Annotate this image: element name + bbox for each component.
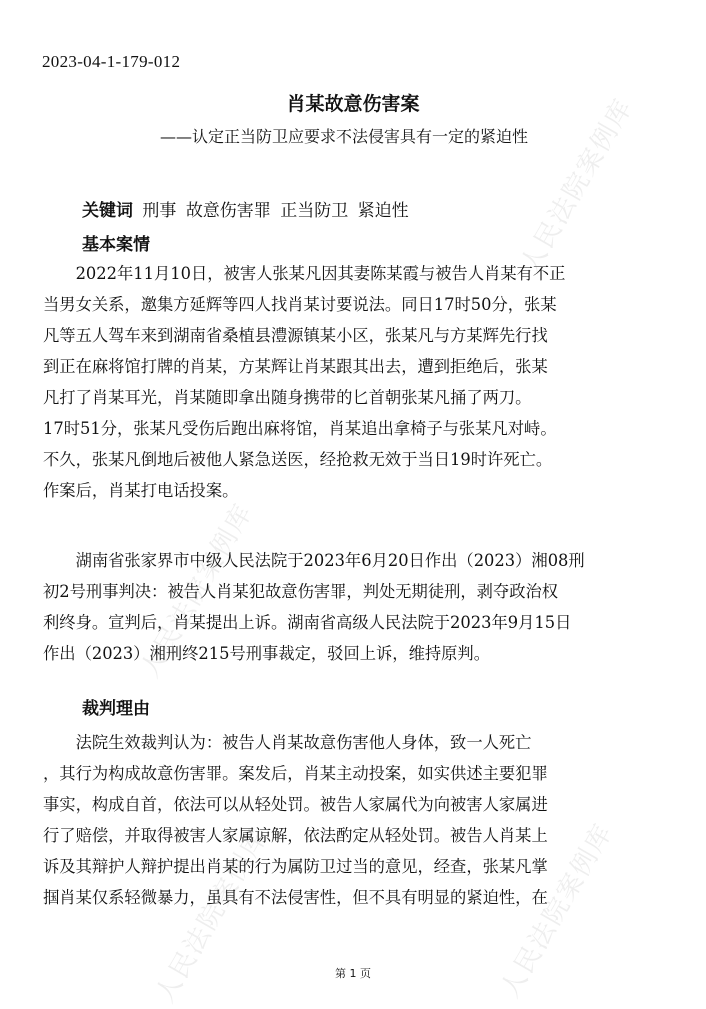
basic-facts-paragraph-1	[43, 258, 683, 506]
page-number: 第 1 页	[335, 967, 371, 980]
keyword: 紧迫性	[357, 201, 409, 221]
keyword: 正当防卫	[280, 201, 349, 221]
case-number: 2023-04-1-179-012	[42, 52, 181, 71]
text-line: 凡等五人驾车来到湖南省桑植县澧源镇某小区，张某凡与方某辉先行找	[43, 326, 548, 345]
text-line: 法院生效裁判认为：被告人肖某故意伤害他人身体，致一人死亡	[43, 733, 532, 752]
keyword: 刑事	[142, 201, 177, 221]
text-line: ，其行为构成故意伤害罪。案发后，肖某主动投案，如实供述主要犯罪	[43, 764, 548, 783]
section-heading-reasoning: 裁判理由	[82, 699, 150, 719]
text-line: 到正在麻将馆打牌的肖某，方某辉让肖某跟其出去，遭到拒绝后，张某	[43, 357, 548, 376]
text-line: 当男女关系，邀集方延辉等四人找肖某讨要说法。同日17时50分，张某	[43, 295, 557, 314]
text-line: 掴肖某仅系轻微暴力，虽具有不法侵害性，但不具有明显的紧迫性，在	[43, 888, 548, 907]
basic-facts-paragraph-2	[43, 545, 683, 669]
keyword: 故意伤害罪	[185, 201, 271, 221]
document-subtitle: ——认定正当防卫应要求不法侵害具有一定的紧迫性	[160, 127, 529, 146]
text-line: 不久，张某凡倒地后被他人紧急送医，经抢救无效于当日19时许死亡。	[43, 450, 553, 469]
watermark: 人民法院案例库	[515, 93, 640, 279]
keywords-line	[82, 196, 409, 221]
watermark: 人民法院案例库	[135, 498, 260, 683]
text-line: 利终身。宣判后，肖某提出上诉。湖南省高级人民法院于2023年9月15日	[43, 613, 572, 632]
keywords-label: 关键词	[82, 201, 133, 221]
text-line: 行了赔偿，并取得被害人家属谅解，依法酌定从轻处罚。被告人肖某上	[43, 826, 548, 845]
section-heading-basic-facts: 基本案情	[82, 235, 150, 255]
text-line: 湖南省张家界市中级人民法院于2023年6月20日作出（2023）湘08刑	[43, 551, 585, 570]
document-title: 肖某故意伤害案	[286, 93, 420, 115]
text-line: 初2号刑事判决：被告人肖某犯故意伤害罪，判处无期徒刑，剥夺政治权	[43, 582, 559, 601]
watermark: 人民法院案例库	[495, 818, 620, 1003]
text-line: 事实，构成自首，依法可以从轻处罚。被告人家属代为向被害人家属进	[43, 795, 548, 814]
text-line: 17时51分，张某凡受伤后跑出麻将馆，肖某追出拿椅子与张某凡对峙。	[43, 419, 557, 438]
watermark: 人民法院案例库	[150, 823, 275, 1008]
text-line: 2022年11月10日，被害人张某凡因其妻陈某霞与被告人肖某有不正	[43, 264, 566, 283]
text-line: 作案后，肖某打电话投案。	[43, 481, 239, 500]
text-line: 凡打了肖某耳光，肖某随即拿出随身携带的匕首朝张某凡捅了两刀。	[43, 388, 532, 407]
reasoning-paragraph-1	[43, 727, 683, 913]
text-line: 诉及其辩护人辩护提出肖某的行为属防卫过当的意见，经查，张某凡掌	[43, 857, 548, 876]
text-line: 作出（2023）湘刑终215号刑事裁定，驳回上诉，维持原判。	[43, 644, 490, 663]
